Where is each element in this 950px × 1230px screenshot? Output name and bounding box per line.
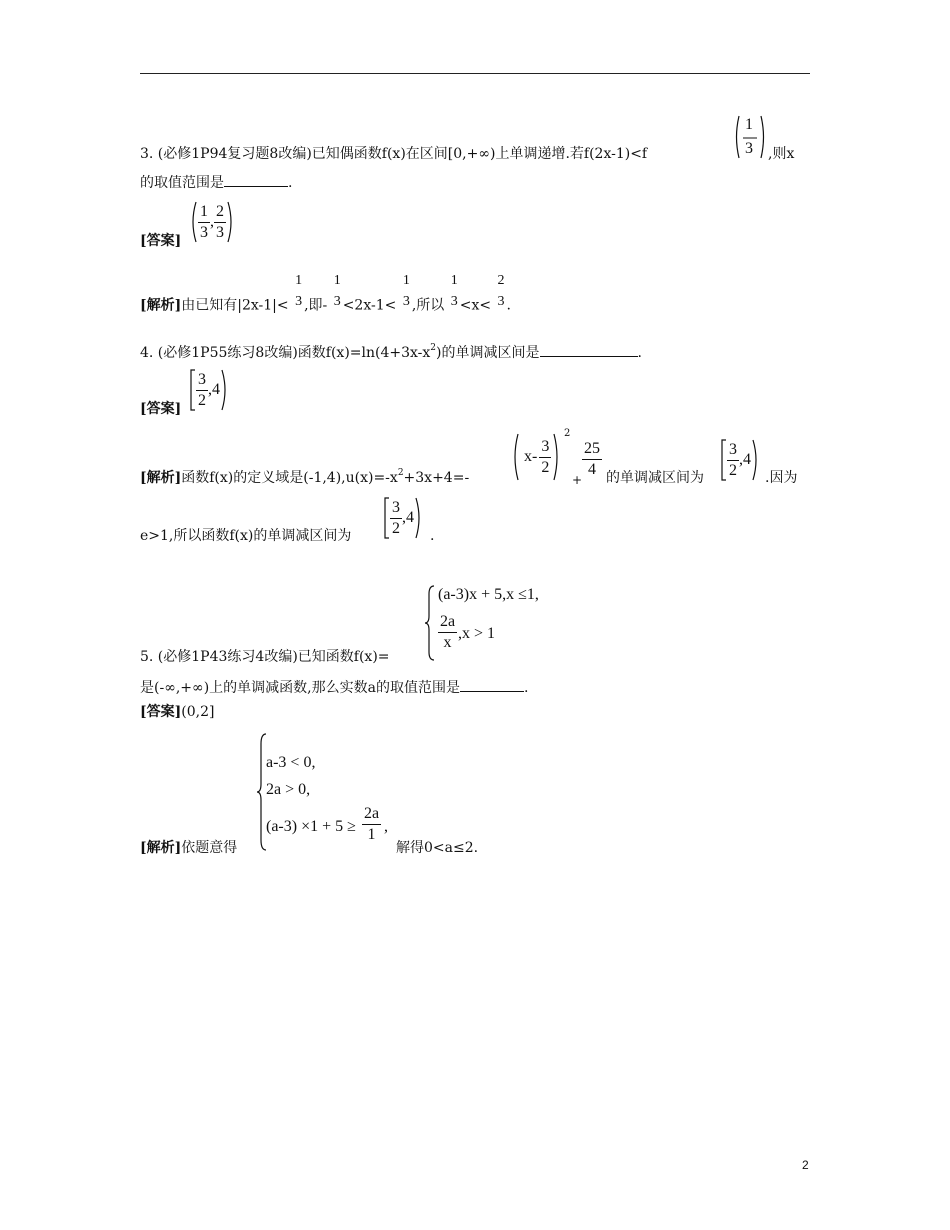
- problem-4-answer: $\frac{3}{2}$ ,4: [190, 368, 228, 412]
- problem-3-solution: [解析]由已知有|2x-1|< 1 3 ,即- 1 3 <2x-1< 1 3 ,所以 1 3 <x< 2 3 .: [140, 273, 511, 314]
- answer-label: [答案]: [140, 704, 182, 720]
- right-paren: [551, 432, 561, 482]
- system-line-3: (a-3) ×1 + 5 ≥: [266, 818, 356, 835]
- right-paren: [414, 496, 422, 540]
- left-paren: [737, 116, 740, 158]
- right-paren: [226, 200, 234, 244]
- problem-5-line-1: 5. (必修1P43练习4改编)已知函数f(x)=: [140, 649, 390, 665]
- solution-label: [解析]: [140, 840, 182, 856]
- solution-label: [解析]: [140, 470, 182, 486]
- piecewise-case-2-tail: ,x > 1: [458, 625, 496, 642]
- problem-4-solution-text-3: .因为: [765, 470, 798, 486]
- system-line-3-comma: ,: [384, 818, 388, 835]
- answer-label: [答案]: [140, 401, 182, 417]
- problem-3-answer: $\frac{1}{3}$ , $\frac{2}{3}$: [190, 200, 234, 244]
- fraction-25-4: $\frac{25}{4}$: [584, 440, 600, 478]
- system-line-1: a-3 < 0,: [266, 754, 316, 771]
- answer-label: [答案]: [140, 233, 182, 249]
- system-line-3-fraction: $\frac{2a}{1}$: [364, 805, 380, 843]
- problem-3-tail: ,则x: [768, 146, 795, 162]
- page-number: 2: [802, 1158, 809, 1172]
- right-paren: [220, 368, 228, 412]
- problem-4-interval-1: $\frac{3}{2}$ ,4: [721, 438, 759, 482]
- solution-label: [解析]: [140, 297, 182, 314]
- right-paren: [761, 116, 764, 158]
- answer-blank: [224, 172, 288, 187]
- header-rule: [140, 73, 810, 74]
- answer-blank: [460, 677, 524, 692]
- problem-3-line-2: 的取值范围是 .: [140, 172, 292, 192]
- left-paren: [512, 432, 520, 482]
- problem-4-solution-line-2: e>1,所以函数f(x)的单调减区间为: [140, 528, 352, 544]
- p3-f-den: 3: [745, 140, 753, 157]
- problem-3-line-1: 3. (必修1P94复习题8改编)已知偶函数f(x)在区间[0,+∞)上单调递增.若f(2x-1)<f: [140, 146, 648, 162]
- answer-blank: [540, 342, 638, 357]
- system-line-2: 2a > 0,: [266, 781, 311, 798]
- problem-5-answer: [答案](0,2]: [140, 704, 215, 720]
- problem-5-line-2: 是(-∞,+∞)上的单调减函数,那么实数a的取值范围是 .: [140, 677, 528, 697]
- problem-4-solution-text: [解析]函数f(x)的定义域是$(-1,4),u(x)=-x^2+3x+4=-$: [140, 468, 470, 486]
- answer-fraction-a: $\frac{1}{3}$: [200, 202, 208, 241]
- problem-5-solution: [解析]依题意得: [140, 840, 238, 856]
- piecewise-case-1: (a-3)x + 5,x ≤1,: [438, 586, 539, 603]
- plus-sign: +: [572, 473, 583, 487]
- piecewise-brace: [424, 584, 436, 662]
- piecewise-case-2-fraction: $\frac{2a}{x}$: [440, 613, 456, 651]
- problem-4-interval-2: $\frac{3}{2}$ ,4: [384, 496, 422, 540]
- right-paren: [751, 438, 759, 482]
- problem-4-solution-text-2: 的单调减区间为: [606, 470, 704, 486]
- left-paren: [190, 200, 198, 244]
- problem-4-square-term: x- $\frac{3}{2}$: [512, 432, 561, 482]
- square-exponent: 2: [564, 428, 571, 439]
- period: .: [430, 528, 435, 544]
- problem-4-line-1: 4. (必修1P55练习8改编)函数$f(x)=\ln(4+3x-x^2)$的单调减区间是 .: [140, 343, 642, 361]
- problem-5-solution-end: 解得0<a≤2.: [396, 840, 479, 856]
- p3-f-num: 1: [745, 116, 753, 133]
- answer-fraction-b: $\frac{2}{3}$: [216, 202, 224, 241]
